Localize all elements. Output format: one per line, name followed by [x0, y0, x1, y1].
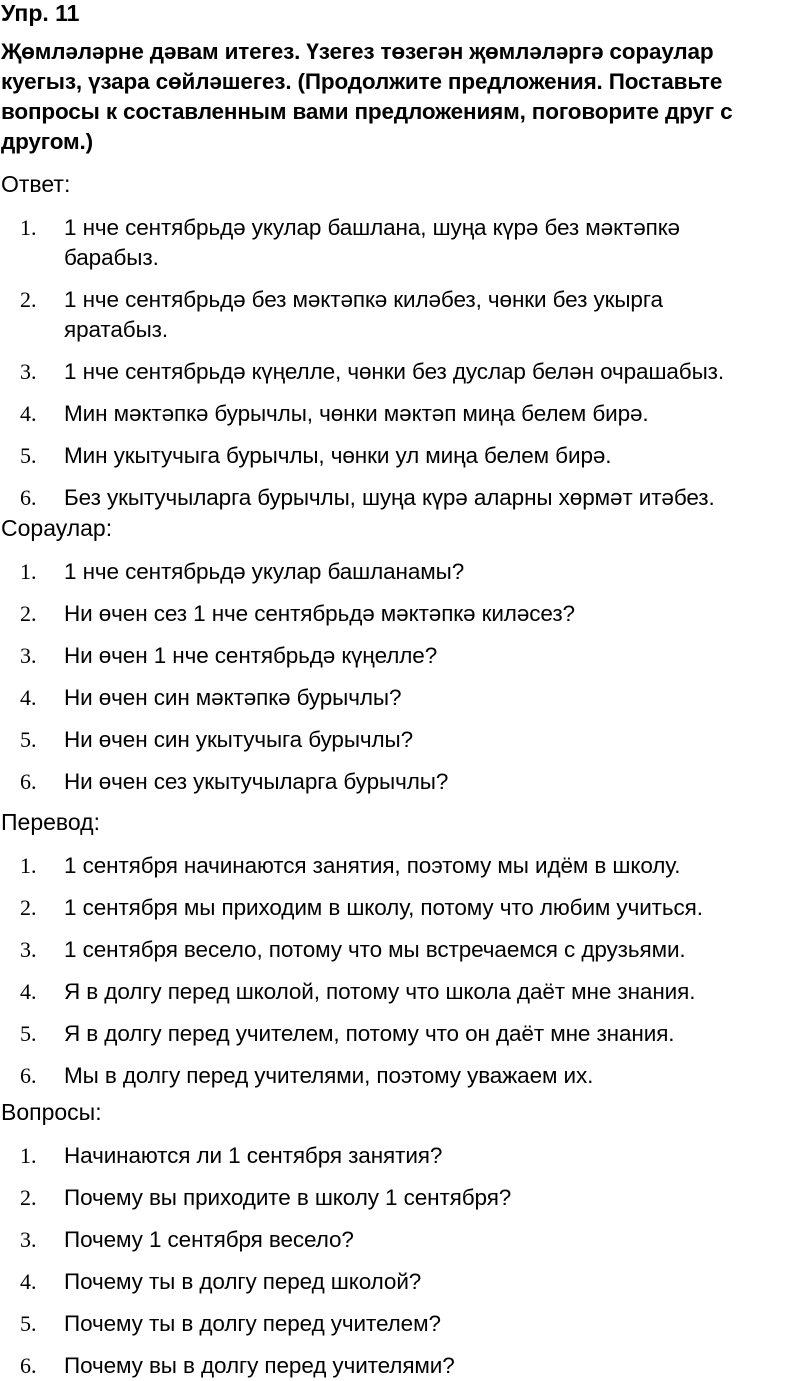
item-text-line: 1 нче сентябрьдә без мәктәпкә киләбез, чөнки без укырга	[64, 287, 663, 312]
item-number: 3.	[20, 359, 37, 384]
item-text-line: Начинаются ли 1 сентября занятия?	[64, 1143, 443, 1168]
item-text-line: 1 нче сентябрьдә күңелле, чөнки без дуслар белән очрашабыз.	[64, 359, 725, 384]
item-text	[64, 399, 794, 429]
item-text-line: барабыз.	[64, 245, 159, 270]
exercise-instruction	[1, 37, 800, 157]
item-number: 3.	[20, 643, 37, 668]
item-number: 1.	[20, 853, 37, 878]
item-text	[64, 1225, 794, 1255]
item-text	[64, 441, 794, 471]
exercise-title: Упр. 11	[1, 0, 80, 26]
item-text	[64, 725, 794, 755]
item-text	[64, 357, 794, 387]
item-text	[64, 851, 794, 881]
item-text	[64, 641, 794, 671]
item-text-line: Почему ты в долгу перед школой?	[64, 1269, 422, 1294]
item-text	[64, 557, 794, 587]
item-text	[64, 599, 794, 629]
instruction-line: другом.)	[1, 129, 93, 154]
item-text-line: 1 нче сентябрьдә укулар башлана, шуңа күрә без мәктәпкә	[64, 215, 680, 240]
item-text-line: Мы в долгу перед учителями, поэтому уважаем их.	[64, 1063, 594, 1088]
item-text-line: Ни өчен син укытучыга бурычлы?	[64, 727, 414, 752]
item-text	[64, 767, 794, 797]
instruction-line: куегыз, үзара сөйләшегез. (Продолжите предложения. Поставьте	[1, 69, 723, 94]
item-text-line: Я в долгу перед учителем, потому что он даёт мне знания.	[64, 1021, 675, 1046]
item-number: 6.	[20, 1353, 37, 1378]
item-number: 6.	[20, 769, 37, 794]
item-text-line: Почему вы в долгу перед учителями?	[64, 1353, 455, 1378]
item-text-line: Без укытучыларга бурычлы, шуңа күрә аларны хөрмәт итәбез.	[64, 485, 715, 510]
item-number: 3.	[20, 1227, 37, 1252]
item-number: 5.	[20, 1021, 37, 1046]
item-text	[64, 1267, 794, 1297]
answer-heading: Ответ:	[1, 171, 71, 197]
item-number: 4.	[20, 401, 37, 426]
item-text	[64, 1351, 794, 1381]
item-text-line: Ни өчен син мәктәпкә бурычлы?	[64, 685, 402, 710]
item-number: 2.	[20, 1185, 37, 1210]
item-text	[64, 1183, 794, 1213]
item-text	[64, 1061, 794, 1091]
item-text-line: Ни өчен 1 нче сентябрьдә күңелле?	[64, 643, 438, 668]
item-number: 4.	[20, 979, 37, 1004]
item-text-line: Ни өчен сез 1 нче сентябрьдә мәктәпкә киләсез?	[64, 601, 575, 626]
item-text	[64, 935, 794, 965]
question-tatar-heading: Сораулар:	[1, 515, 113, 541]
item-number: 1.	[20, 1143, 37, 1168]
item-number: 6.	[20, 485, 37, 510]
question-russian-heading: Вопросы:	[1, 1099, 102, 1125]
item-text	[64, 1141, 794, 1171]
item-number: 4.	[20, 1269, 37, 1294]
item-number: 1.	[20, 559, 37, 584]
item-text	[64, 683, 794, 713]
translation-heading: Перевод:	[1, 809, 100, 835]
item-text-line: яратабыз.	[64, 317, 169, 342]
item-number: 2.	[20, 601, 37, 626]
item-text	[64, 1019, 794, 1049]
item-text	[64, 1309, 794, 1339]
item-number: 2.	[20, 895, 37, 920]
item-text	[64, 893, 794, 923]
item-text-line: 1 сентября начинаются занятия, поэтому мы идём в школу.	[64, 853, 681, 878]
item-text-line: 1 нче сентябрьдә укулар башланамы?	[64, 559, 465, 584]
instruction-line: вопросы к составленным вами предложениям, поговорите друг с	[1, 99, 733, 124]
item-text-line: Ни өчен сез укытучыларга бурычлы?	[64, 769, 449, 794]
item-number: 2.	[20, 287, 37, 312]
item-text-line: 1 сентября мы приходим в школу, потому что любим учиться.	[64, 895, 703, 920]
item-text	[64, 285, 794, 345]
item-number: 3.	[20, 937, 37, 962]
item-text-line: Почему ты в долгу перед учителем?	[64, 1311, 441, 1336]
item-text	[64, 213, 794, 273]
item-number: 5.	[20, 443, 37, 468]
item-text	[64, 977, 794, 1007]
item-text-line: Почему вы приходите в школу 1 сентября?	[64, 1185, 512, 1210]
item-number: 5.	[20, 727, 37, 752]
item-text-line: 1 сентября весело, потому что мы встречаемся с друзьями.	[64, 937, 686, 962]
item-text-line: Я в долгу перед школой, потому что школа даёт мне знания.	[64, 979, 696, 1004]
item-number: 4.	[20, 685, 37, 710]
item-number: 5.	[20, 1311, 37, 1336]
item-number: 6.	[20, 1063, 37, 1088]
instruction-line: Җөмләләрне дәвам итегез. Үзегез төзегән җөмләләргә сораулар	[1, 39, 714, 64]
item-text-line: Мин мәктәпкә бурычлы, чөнки мәктәп миңа белем бирә.	[64, 401, 649, 426]
item-text	[64, 483, 794, 513]
item-text-line: Почему 1 сентября весело?	[64, 1227, 354, 1252]
item-number: 1.	[20, 215, 37, 240]
item-text-line: Мин укытучыга бурычлы, чөнки ул миңа белем бирә.	[64, 443, 612, 468]
